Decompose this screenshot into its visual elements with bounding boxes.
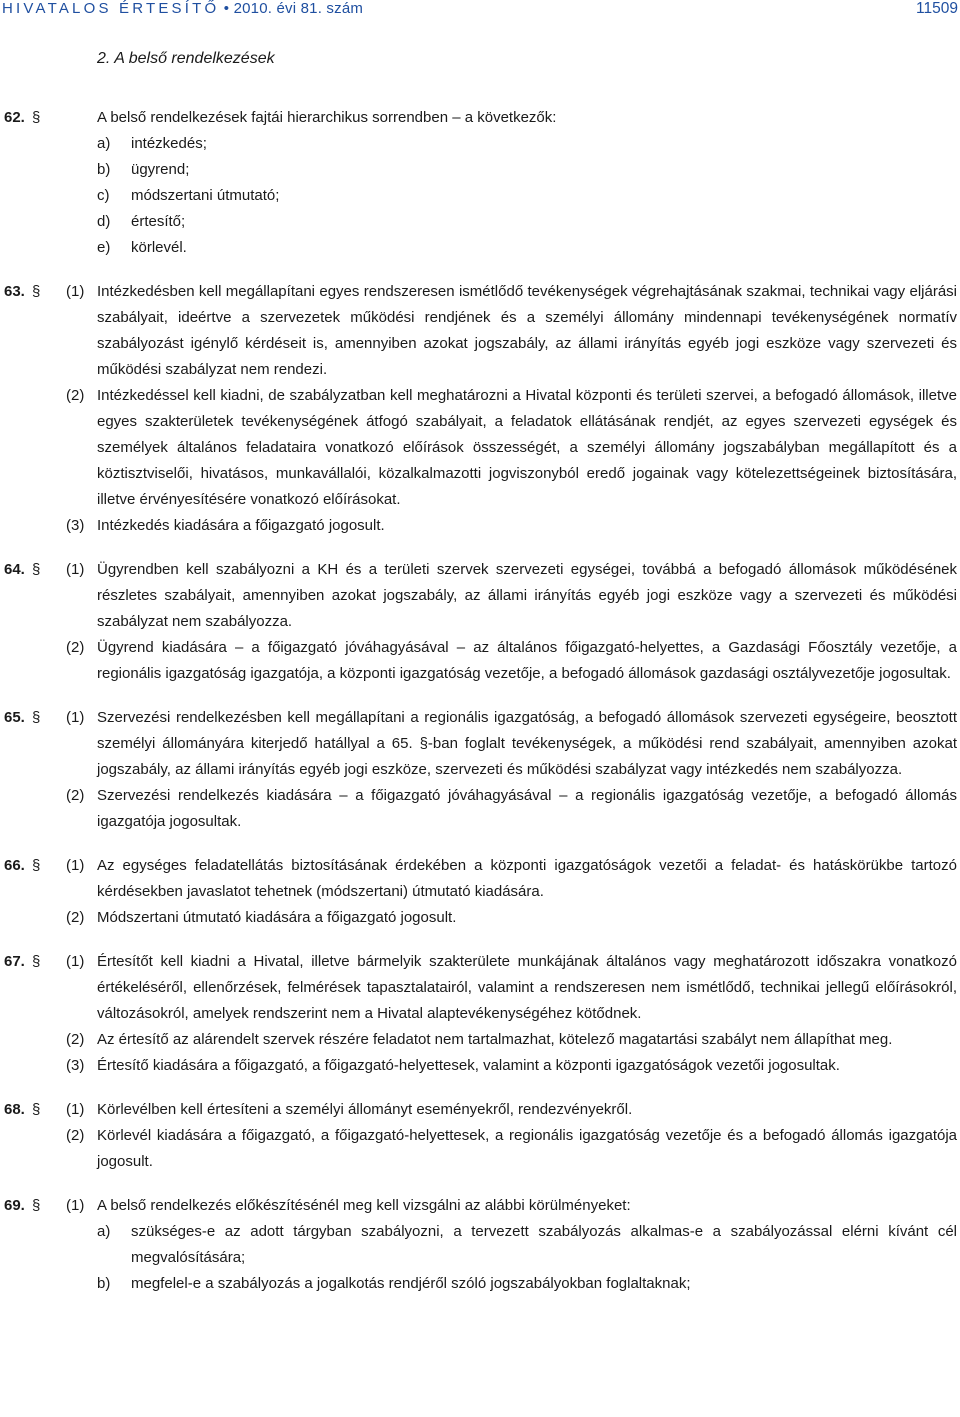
page-number: 11509	[916, 0, 958, 17]
paragraph-number: (1)	[66, 857, 85, 874]
section-sign: §	[32, 109, 41, 126]
paragraph-text: Ügyrendben kell szabályozni a KH és a területi szervek szervezeti egységei, továbbá a befogadó állomások működésének részletes szabályait, amennyiben azokat jogszabály, az állami irányítás egyéb jogi eszköze vagy a szervezeti és működési szabályzat nem szabályozza.	[97, 561, 957, 630]
list-item-letter: b)	[97, 1275, 111, 1292]
section-sign: §	[32, 857, 41, 874]
section-62	[0, 105, 960, 261]
list-item	[0, 235, 960, 261]
paragraph	[0, 705, 960, 783]
paragraph-number: (3)	[66, 1057, 85, 1074]
paragraph-text: Körlevélben kell értesíteni a személyi állományt eseményekről, rendezvényekről.	[97, 1101, 633, 1118]
list-item-text: módszertani útmutató;	[131, 187, 280, 204]
list-item-text: ügyrend;	[131, 161, 190, 178]
paragraph-text: Intézkedésben kell megállapítani egyes rendszeresen ismétlődő tevékenységek végrehajtásának szakmai, technikai vagy eljárási szabályait, ideértve a szervezetek működési rendjének és a személyi állomány mindennapi tevékenységének normatív szabályozást igénylő kérdéseit is, amennyiben azokat jogszabály, az állami irányítás egyéb jogi eszköze vagy szervezeti és működési szabályzat nem rendezi.	[97, 283, 957, 378]
paragraph-text: Szervezési rendelkezésben kell megállapítani a regionális igazgatóság, a befogadó állomások szervezeti egységeire, beosztott személyi állományára kiterjedő hatállyal a 65. §-ban foglalt tevékenységek, a működési rend szabályait, amennyiben azokat jogszabály, az állami irányítás egyéb jogi eszköze, szervezeti és működési szabályzat vagy intézkedés nem szabályozza.	[97, 709, 957, 778]
paragraph-number: (1)	[66, 1197, 85, 1214]
paragraph	[0, 853, 960, 905]
list-item-text: intézkedés;	[131, 135, 207, 152]
list-item-text: értesítő;	[131, 213, 186, 230]
section-intro: A belső rendelkezések fajtái hierarchikus sorrendben – a következők:	[97, 109, 557, 126]
list-item	[0, 1219, 960, 1271]
list-item-text: szükséges-e az adott tárgyban szabályozni, a tervezett szabályozás alkalmas-e a szabályozással elérni kívánt cél megvalósítására;	[131, 1223, 957, 1266]
paragraph-number: (2)	[66, 909, 85, 926]
paragraph	[0, 905, 960, 931]
section-number: 62.	[4, 109, 25, 126]
section-65	[0, 705, 960, 835]
section-number: 63.	[4, 283, 25, 300]
paragraph-number: (1)	[66, 953, 85, 970]
paragraph-text: Intézkedés kiadására a főigazgató jogosult.	[97, 517, 385, 534]
section-sign: §	[32, 953, 41, 970]
paragraph-text: Intézkedéssel kell kiadni, de szabályzatban kell meghatározni a Hivatal központi és területi szervei, a befogadó állomások, illetve egyes szakterületek tevékenységének átfogó szabályait, a feladatok ellátásának rendjét, az egyes szervezeti egységek és személyek általános feladataira vonatkozó előírások összességét, a személyi állomány jogszabályban megállapított és a köztisztviselői, hivatásos, munkavállalói, közalkalmazotti jogviszonyból eredő jogainak vagy kötelezettségeinek biztosítására, illetve érvényesítésére vonatkozó előírásokat.	[97, 387, 957, 508]
paragraph	[0, 513, 960, 539]
section-number: 69.	[4, 1197, 25, 1214]
paragraph-number: (1)	[66, 709, 85, 726]
paragraph-text: Ügyrend kiadására – a főigazgató jóváhagyásával – az általános főigazgató-helyettes, a Gazdasági Főosztály vezetője, a regionális igazgatóság igazgatója, a központi igazgatóság vezetője, a befogadó állomások gazdasági osztályvezetője jogosultak.	[97, 639, 957, 682]
list-item-letter: c)	[97, 187, 110, 204]
paragraph	[0, 1097, 960, 1123]
list-item-letter: a)	[97, 135, 111, 152]
document-body	[0, 105, 960, 1315]
section-sign: §	[32, 1101, 41, 1118]
bullet-separator: •	[223, 0, 230, 17]
issue-label: 2010. évi 81. szám	[233, 0, 364, 17]
paragraph-text: Értesítőt kell kiadni a Hivatal, illetve bármelyik szakterülete munkájának általános vagy meghatározott időszakra vonatkozó értékeléséről, ellenőrzések, felmérések tapasztalatairól, valamint a rendszeresen nem ismétlődő, technikai jellegű előírásokról, változásokról, amelyek rendszerint nem a Hivatal alaptevékenységéhez kötődnek.	[97, 953, 957, 1022]
paragraph-text: Az értesítő az alárendelt szervek részére feladatot nem tartalmazhat, kötelező magatartási szabályt nem állapíthat meg.	[97, 1031, 893, 1048]
section-number: 64.	[4, 561, 25, 578]
section-67	[0, 949, 960, 1079]
section-number: 67.	[4, 953, 25, 970]
paragraph-number: (2)	[66, 387, 85, 404]
paragraph	[0, 635, 960, 687]
paragraph-text: Szervezési rendelkezés kiadására – a főigazgató jóváhagyásával – a regionális igazgatóság vezetője, a befogadó állomás igazgatója jogosultak.	[97, 787, 957, 830]
list-item	[0, 1271, 960, 1297]
section-number: 68.	[4, 1101, 25, 1118]
section-sign: §	[32, 283, 41, 300]
list-item-letter: d)	[97, 213, 111, 230]
list-item	[0, 157, 960, 183]
paragraph	[0, 279, 960, 383]
list-item-text: megfelel-e a szabályozás a jogalkotás rendjéről szóló jogszabályokban foglaltaknak;	[131, 1275, 691, 1292]
paragraph-number: (1)	[66, 283, 85, 300]
journal-title: HIVATALOS ÉRTESÍTŐ	[2, 0, 220, 17]
list-item	[0, 183, 960, 209]
paragraph	[0, 383, 960, 513]
paragraph-list	[0, 1219, 960, 1297]
paragraph-text: Az egységes feladatellátás biztosításának érdekében a központi igazgatóságok vezetői a feladat- és hatáskörükbe tartozó kérdésekben javaslatot tehetnek (módszertani) útmutató kiadására.	[97, 857, 957, 900]
chapter-heading: 2. A belső rendelkezések	[97, 50, 275, 67]
paragraph	[0, 1027, 960, 1053]
paragraph	[0, 1123, 960, 1175]
section-sign: §	[32, 561, 41, 578]
paragraph	[0, 1193, 960, 1297]
paragraph-number: (1)	[66, 561, 85, 578]
list-item	[0, 131, 960, 157]
paragraph	[0, 783, 960, 835]
paragraph-number: (2)	[66, 639, 85, 656]
paragraph	[0, 1053, 960, 1079]
section-sign: §	[32, 1197, 41, 1214]
section-64	[0, 557, 960, 687]
paragraph-text: Módszertani útmutató kiadására a főigazgató jogosult.	[97, 909, 457, 926]
list-item	[0, 209, 960, 235]
paragraph	[0, 557, 960, 635]
paragraph-number: (1)	[66, 1101, 85, 1118]
paragraph-number: (2)	[66, 1127, 85, 1144]
list-item-letter: e)	[97, 239, 111, 256]
paragraph-number: (2)	[66, 787, 85, 804]
journal-masthead	[2, 0, 363, 17]
section-63	[0, 279, 960, 539]
list-item-letter: b)	[97, 161, 111, 178]
list-item-letter: a)	[97, 1223, 111, 1240]
section-number: 65.	[4, 709, 25, 726]
paragraph-text: A belső rendelkezés előkészítésénél meg kell vizsgálni az alábbi körülményeket:	[97, 1197, 631, 1214]
paragraph-number: (2)	[66, 1031, 85, 1048]
section-69	[0, 1193, 960, 1297]
list-item-text: körlevél.	[131, 239, 187, 256]
page-header	[2, 0, 958, 20]
section-66	[0, 853, 960, 931]
paragraph	[0, 949, 960, 1027]
paragraph-number: (3)	[66, 517, 85, 534]
paragraph-text: Körlevél kiadására a főigazgató, a főigazgató-helyettesek, a regionális igazgatóság vezetője és a befogadó állomás igazgatója jogosult.	[97, 1127, 957, 1170]
paragraph-text: Értesítő kiadására a főigazgató, a főigazgató-helyettesek, valamint a központi igazgatóságok vezetői jogosultak.	[97, 1057, 840, 1074]
section-sign: §	[32, 709, 41, 726]
section-68	[0, 1097, 960, 1175]
section-number: 66.	[4, 857, 25, 874]
